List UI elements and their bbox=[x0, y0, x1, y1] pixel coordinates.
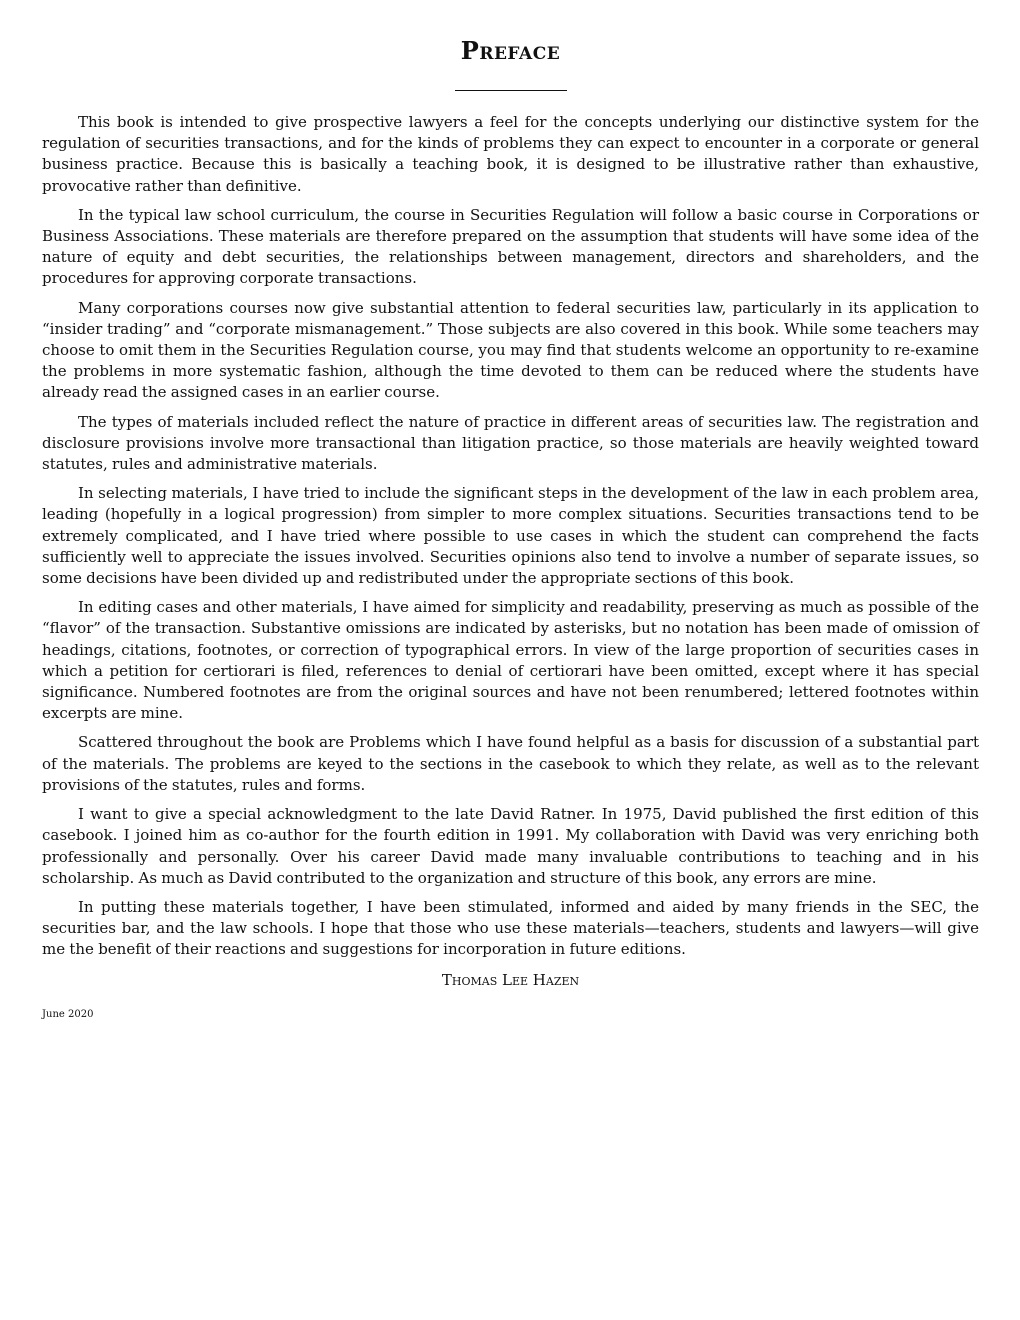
paragraph-8: I want to give a special acknowledgment to the late David Ratner. In 1975, David published the first edition of this casebook. I joined him as co-author for the fourth edition in 1991. My collaboration with David was very enriching both professionally and personally. Over his career David made many invaluable contributions to teaching and in his scholarship. As much as David contributed to the organization and structure of this book, any errors are mine. bbox=[42, 805, 979, 887]
paragraph-2: In the typical law school curriculum, the course in Securities Regulation will follow a basic course in Corporations or Business Associations. These materials are therefore prepared on the assumption that students will have some idea of the nature of equity and debt securities, the relationships between management, directors and shareholders, and the procedures for approving corporate transactions. bbox=[42, 205, 979, 288]
paragraph-1: This book is intended to give prospective lawyers a feel for the concepts underlying our distinctive system for the regulation of securities transactions, and for the kinds of problems they can expect to encounter in a corporate or general business practice. Because this is basically a teaching book, it is designed to be illustrative rather than exhaustive, provocative rather than definitive. bbox=[42, 113, 979, 195]
paragraph-5: In selecting materials, I have tried to include the significant steps in the development of the law in each problem area, leading (hopefully in a logical progression) from simpler to more complex situations. Securities transactions tend to be extremely complicated, and I have tried where possible to use cases in which the student can comprehend the facts sufficiently well to appreciate the issues involved. Securities opinions also tend to involve a number of separate issues, so some decisions have been divided up and redistributed under the appropriate sections of this book. bbox=[42, 484, 979, 588]
preface-date: June 2020 bbox=[42, 1008, 94, 1020]
title-divider bbox=[455, 90, 567, 91]
paragraph-6: In editing cases and other materials, I have aimed for simplicity and readability, preserving as much as possible of the “flavor” of the transaction. Substantive omissions are indicated by asterisks, but no notation has been made of omission of headings, citations, footnotes, or correction of typographical errors. In view of the large proportion of securities cases in which a petition for certiorari is filed, references to denial of certiorari have been omitted, except where it has special significance. Numbered footnotes are from the original sources and have not been renumbered; lettered footnotes within excerpts are mine. bbox=[42, 598, 979, 723]
paragraph-7: Scattered throughout the book are Problems which I have found helpful as a basis for discussion of a substantial part of the materials. The problems are keyed to the sections in the casebook to which they relate, as well as to the relevant provisions of the statutes, rules and forms. bbox=[42, 733, 979, 794]
author-signature: Thomas Lee Hazen bbox=[441, 970, 580, 989]
paragraph-4: The types of materials included reflect the nature of practice in different areas of securities law. The registration and disclosure provisions involve more transactional than litigation practice, so those materials are heavily weighted toward statutes, rules and administrative materials. bbox=[42, 412, 979, 474]
preface-body bbox=[42, 112, 979, 961]
preface-page bbox=[42, 0, 979, 1022]
paragraph-9: In putting these materials together, I have been stimulated, informed and aided by many friends in the SEC, the securities bar, and the law schools. I hope that those who use these materials—teachers, students and lawyers—will give me the benefit of their reactions and suggestions for incorporation in future editions. bbox=[42, 897, 979, 959]
paragraph-3: Many corporations courses now give substantial attention to federal securities law, particularly in its application to “insider trading” and “corporate mismanagement.” Those subjects are also covered in this book. While some teachers may choose to omit them in the Securities Regulation course, you may find that students welcome an opportunity to re-examine the problems in more systematic fashion, although the time devoted to them can be reduced where the students have already read the assigned cases in an earlier course. bbox=[42, 298, 979, 402]
page-title: Preface bbox=[460, 36, 561, 65]
